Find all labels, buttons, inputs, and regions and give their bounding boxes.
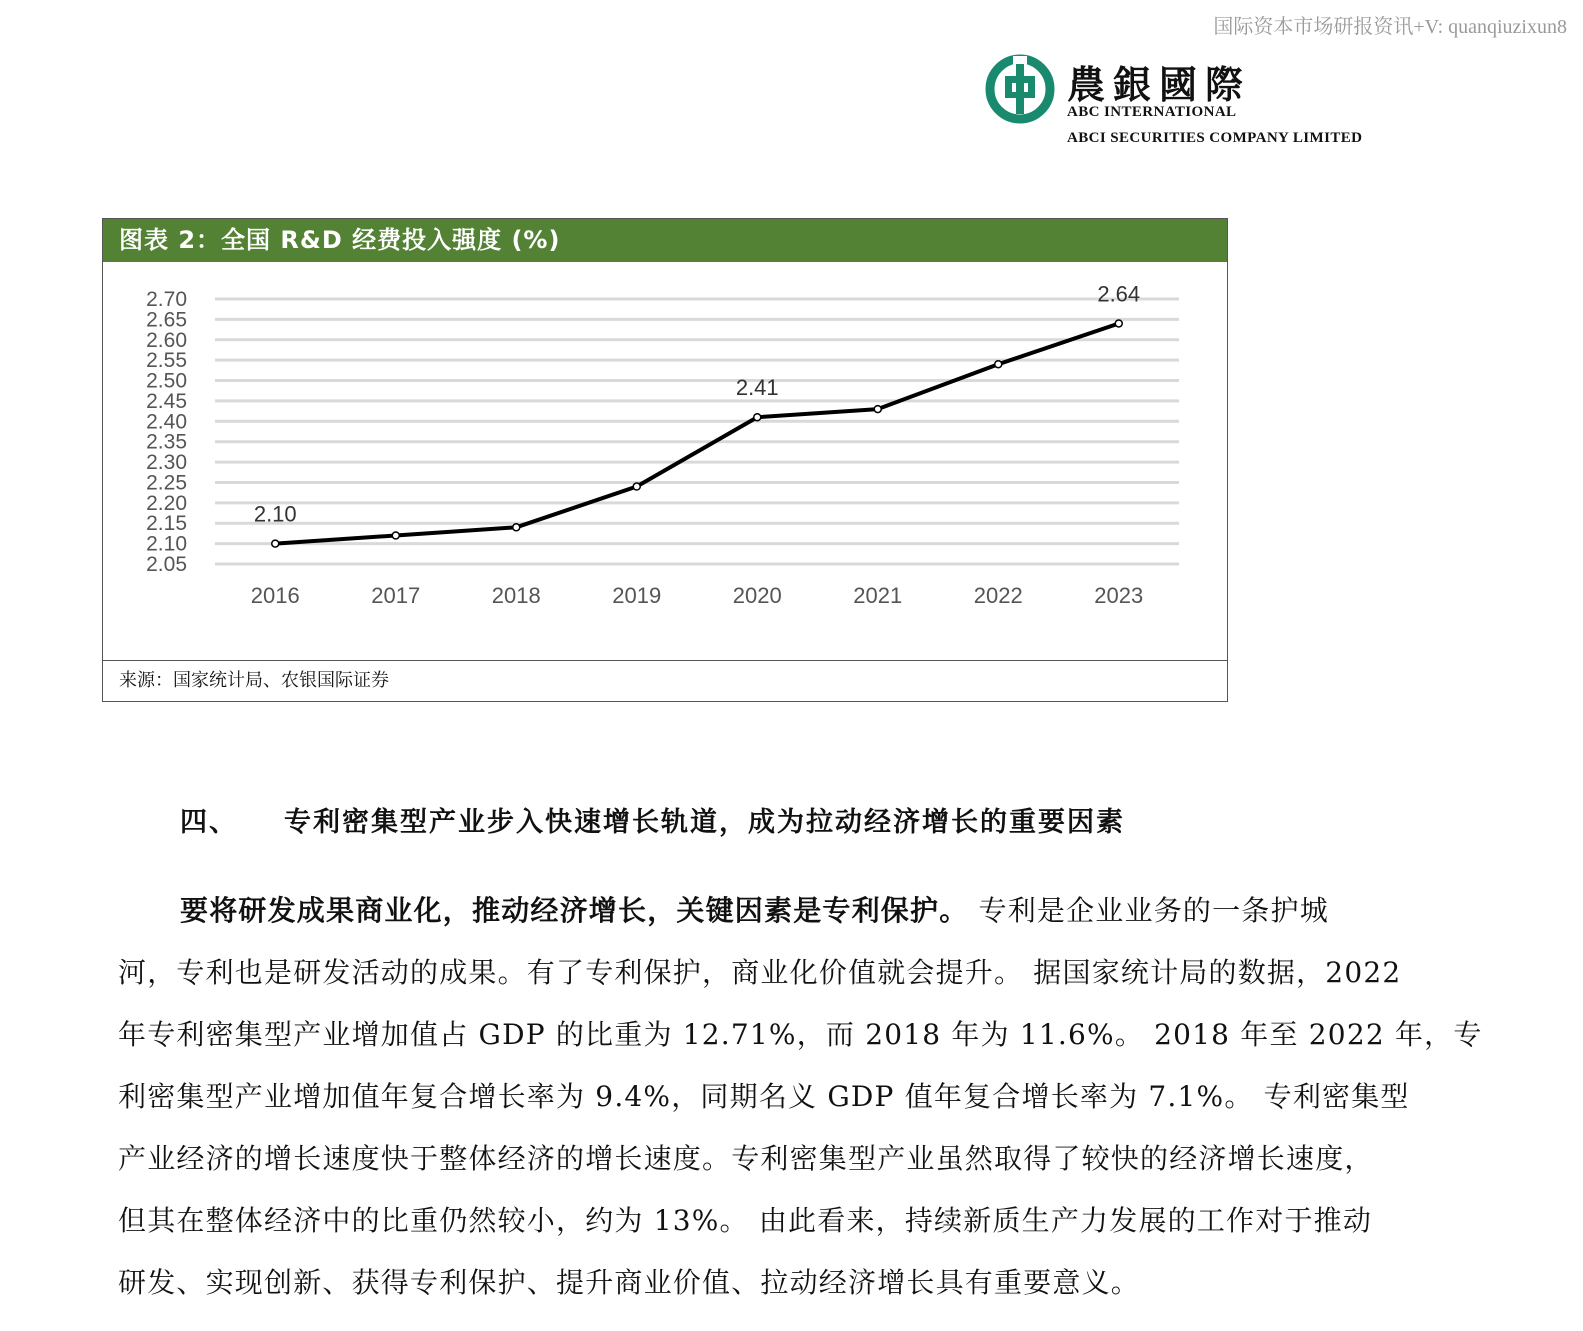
y-tick-label: 2.35 — [146, 430, 187, 454]
y-tick-label: 2.45 — [146, 389, 187, 413]
x-tick-label: 2019 — [612, 583, 662, 608]
figure-title: 图表 2：全国 R&D 经费投入强度 (%) — [103, 219, 1227, 262]
figure-source: 来源：国家统计局、农银国际证券 — [103, 660, 1227, 701]
y-tick-label: 2.50 — [146, 369, 187, 393]
y-tick-label: 2.25 — [146, 471, 187, 495]
y-tick-label: 2.20 — [146, 491, 187, 515]
section-number: 四、 — [180, 807, 238, 838]
paragraph-line — [118, 880, 1453, 942]
section-title: 专利密集型产业步入快速增长轨道，成为拉动经济增长的重要因素 — [284, 807, 1125, 838]
company-logo — [985, 52, 1405, 152]
data-label: 2.64 — [1097, 281, 1141, 307]
data-point — [633, 483, 640, 490]
paragraph-line: 利密集型产业增加值年复合增长率为 9.4%，同期名义 GDP 值年复合增长率为 7.1%。 专利密集型 — [118, 1080, 1410, 1113]
y-tick-label: 2.05 — [146, 553, 187, 576]
x-tick-label: 2020 — [732, 583, 782, 608]
y-tick-label: 2.65 — [146, 308, 187, 332]
x-tick-label: 2021 — [853, 583, 903, 608]
y-tick-label: 2.10 — [146, 532, 187, 556]
y-tick-label: 2.30 — [146, 451, 187, 475]
data-label: 2.41 — [735, 375, 779, 401]
paragraph-line: 河，专利也是研发活动的成果。有了专利保护，商业化价值就会提升。 据国家统计局的数据，2022 — [118, 956, 1402, 989]
paragraph-line: 研发、实现创新、获得专利保护、提升商业价值、拉动经济增长具有重要意义。 — [118, 1266, 1141, 1299]
paragraph-line: 产业经济的增长速度快于整体经济的增长速度。专利密集型产业虽然取得了较快的经济增长速度， — [118, 1142, 1374, 1175]
data-point — [995, 361, 1002, 368]
data-point — [1115, 320, 1122, 327]
abc-logo-icon — [985, 54, 1055, 124]
x-tick-label: 2017 — [371, 583, 421, 608]
paragraph-lead: 要将研发成果商业化，推动经济增长，关键因素是专利保护。 — [180, 894, 969, 927]
y-tick-label: 2.60 — [146, 328, 187, 352]
series-line — [275, 323, 1119, 543]
x-tick-label: 2022 — [973, 583, 1023, 608]
y-tick-label: 2.40 — [146, 410, 187, 434]
x-tick-label: 2023 — [1094, 583, 1144, 608]
y-tick-label: 2.15 — [146, 512, 187, 536]
x-tick-label: 2016 — [250, 583, 300, 608]
logo-chinese-name: 農銀國際 — [1067, 62, 1252, 107]
logo-company-name: ABCI SECURITIES COMPANY LIMITED — [1067, 130, 1363, 146]
data-point — [874, 406, 881, 413]
body-paragraph — [118, 880, 1483, 1314]
paragraph-line: 但其在整体经济中的比重仍然较小，约为 13%。 由此看来，持续新质生产力发展的工作对于推动 — [118, 1204, 1373, 1237]
section-heading — [180, 800, 1125, 839]
data-point — [392, 532, 399, 539]
logo-english-name: ABC INTERNATIONAL — [1067, 104, 1237, 120]
y-tick-label: 2.55 — [146, 349, 187, 373]
data-point — [272, 540, 279, 547]
paragraph-line-rest: 专利是企业业务的一条护城 — [968, 894, 1329, 927]
data-point — [754, 414, 761, 421]
watermark-text: 国际资本市场研报资讯+V: quanqiuzixun8 — [1213, 16, 1567, 38]
y-tick-label: 2.70 — [146, 288, 187, 311]
data-point — [513, 524, 520, 531]
figure-box — [102, 218, 1228, 702]
paragraph-line: 年专利密集型产业增加值占 GDP 的比重为 12.71%，而 2018 年为 11.6%。 2018 年至 2022 年，专 — [118, 1018, 1483, 1051]
data-label: 2.10 — [253, 501, 297, 527]
line-chart — [103, 262, 1227, 660]
x-tick-label: 2018 — [491, 583, 541, 608]
